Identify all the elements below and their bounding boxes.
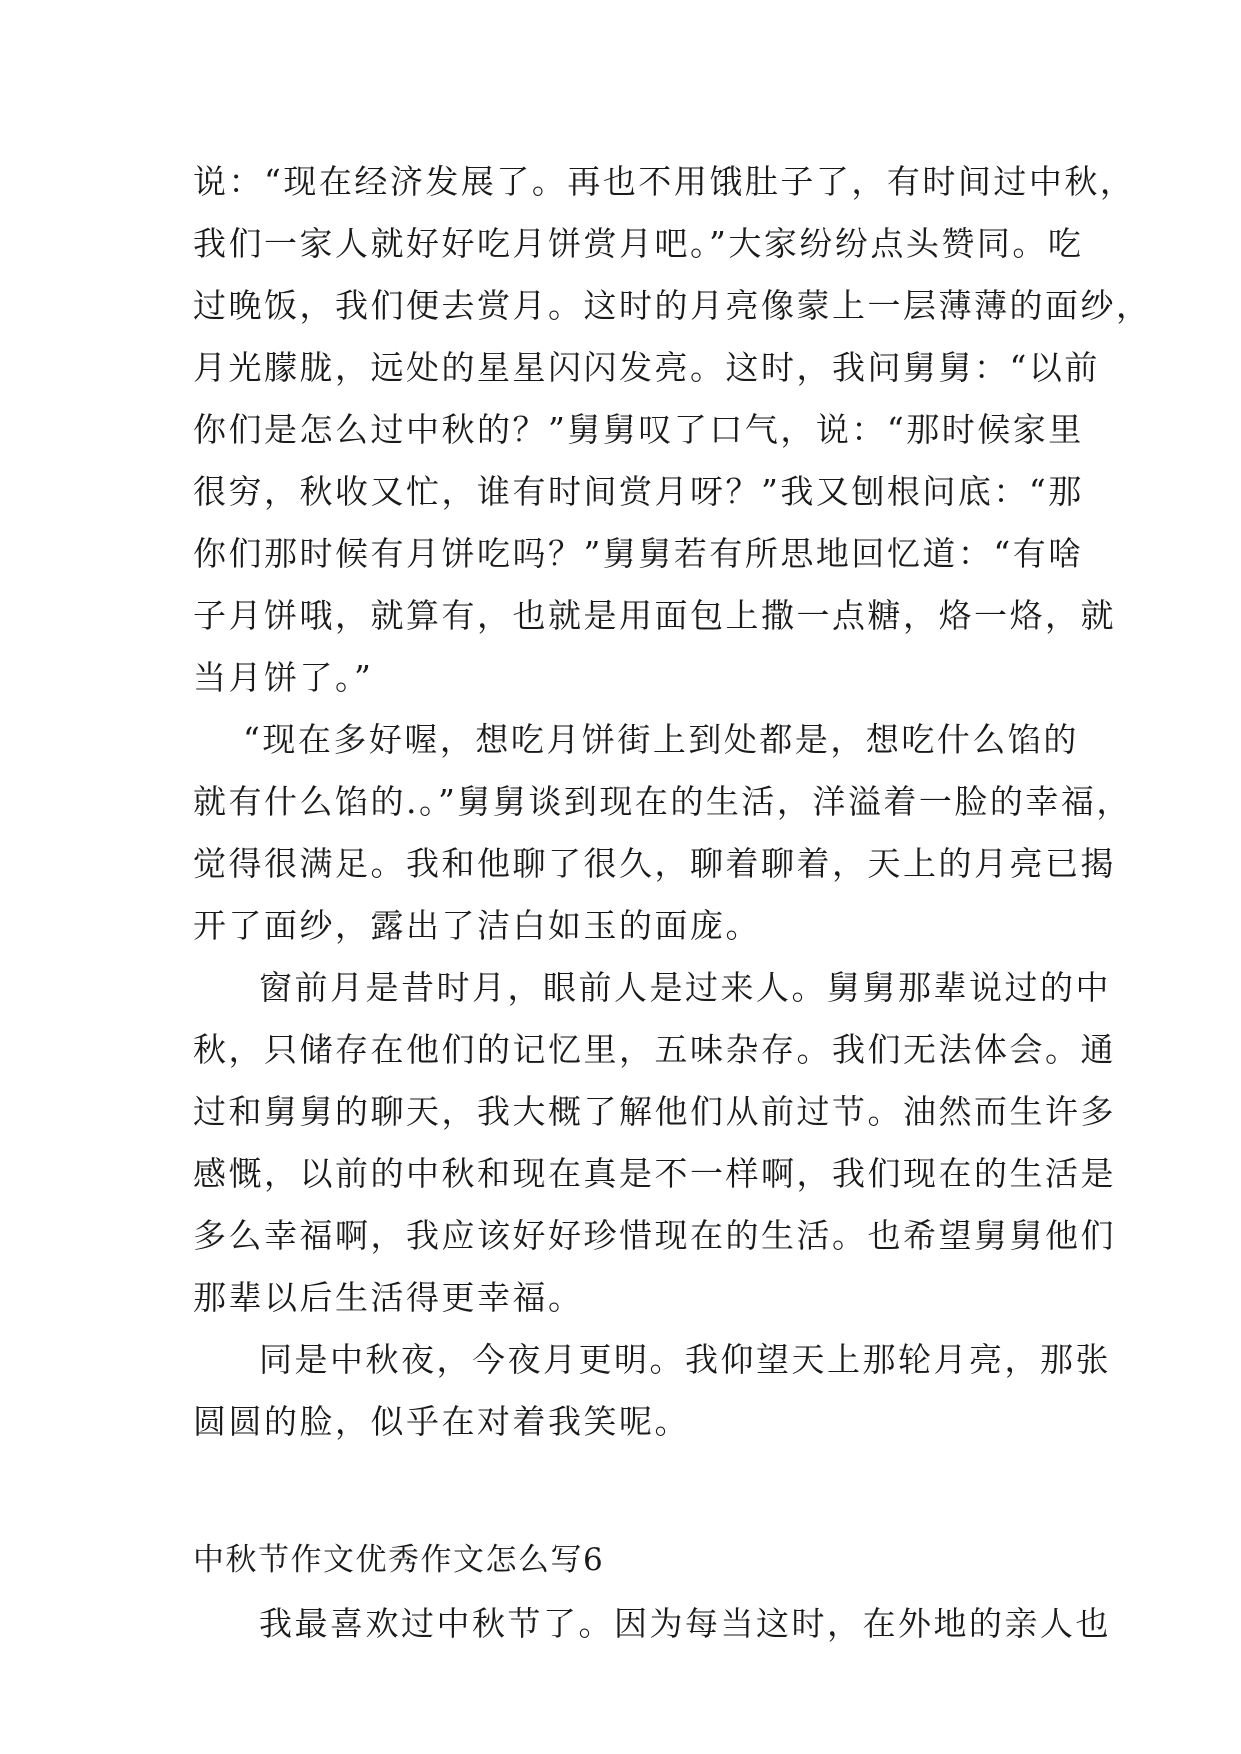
text-line: 开了面纱，露出了洁白如玉的面庞。: [193, 906, 761, 945]
text-line: 圆圆的脸，似乎在对着我笑呢。: [193, 1402, 690, 1441]
text-line: 我最喜欢过中秋节了。因为每当这时，在外地的亲人也: [259, 1604, 1111, 1643]
text-line: 过和舅舅的聊天，我大概了解他们从前过节。油然而生许多: [193, 1092, 1116, 1131]
text-line: 秋，只储存在他们的记忆里，五味杂存。我们无法体会。通: [193, 1030, 1116, 1069]
text-line: 就有什么馅的.。”舅舅谈到现在的生活，洋溢着一脸的幸福，: [193, 782, 1132, 821]
text-line: 那辈以后生活得更幸福。: [193, 1278, 584, 1317]
text-line: 说：“现在经济发展了。再也不用饿肚子了，有时间过中秋，: [193, 162, 1136, 201]
text-line: 月光朦胧，远处的星星闪闪发亮。这时，我问舅舅：“以前: [193, 348, 1100, 387]
text-line: 同是中秋夜，今夜月更明。我仰望天上那轮月亮，那张: [259, 1340, 1111, 1379]
text-line: “现在多好喔，想吃月饼街上到处都是，想吃什么馅的: [243, 720, 1079, 759]
text-line: 过晚饭，我们便去赏月。这时的月亮像蒙上一层薄薄的面纱，: [193, 286, 1152, 325]
text-line: 觉得很满足。我和他聊了很久，聊着聊着，天上的月亮已揭: [193, 844, 1116, 883]
text-line: 我们一家人就好好吃月饼赏月吧。”大家纷纷点头赞同。吃: [193, 224, 1084, 263]
text-line: 感慨，以前的中秋和现在真是不一样啊，我们现在的生活是: [193, 1154, 1116, 1193]
text-line: 当月饼了。”: [193, 658, 374, 697]
text-line: 你们那时候有月饼吃吗？”舅舅若有所思地回忆道：“有啥: [193, 534, 1084, 573]
text-line: 窗前月是昔时月，眼前人是过来人。舅舅那辈说过的中: [259, 968, 1111, 1007]
text-line: 多么幸福啊，我应该好好珍惜现在的生活。也希望舅舅他们: [193, 1216, 1116, 1255]
text-line: 你们是怎么过中秋的？”舅舅叹了口气，说：“那时候家里: [193, 410, 1084, 449]
document-page: [193, 0, 1152, 1754]
text-line: 子月饼哦，就算有，也就是用面包上撒一点糖，烙一烙，就: [193, 596, 1116, 635]
text-line: 很穷，秋收又忙，谁有时间赏月呀？”我又刨根问底：“那: [193, 472, 1084, 511]
section-heading: 中秋节作文优秀作文怎么写6: [193, 1542, 605, 1578]
